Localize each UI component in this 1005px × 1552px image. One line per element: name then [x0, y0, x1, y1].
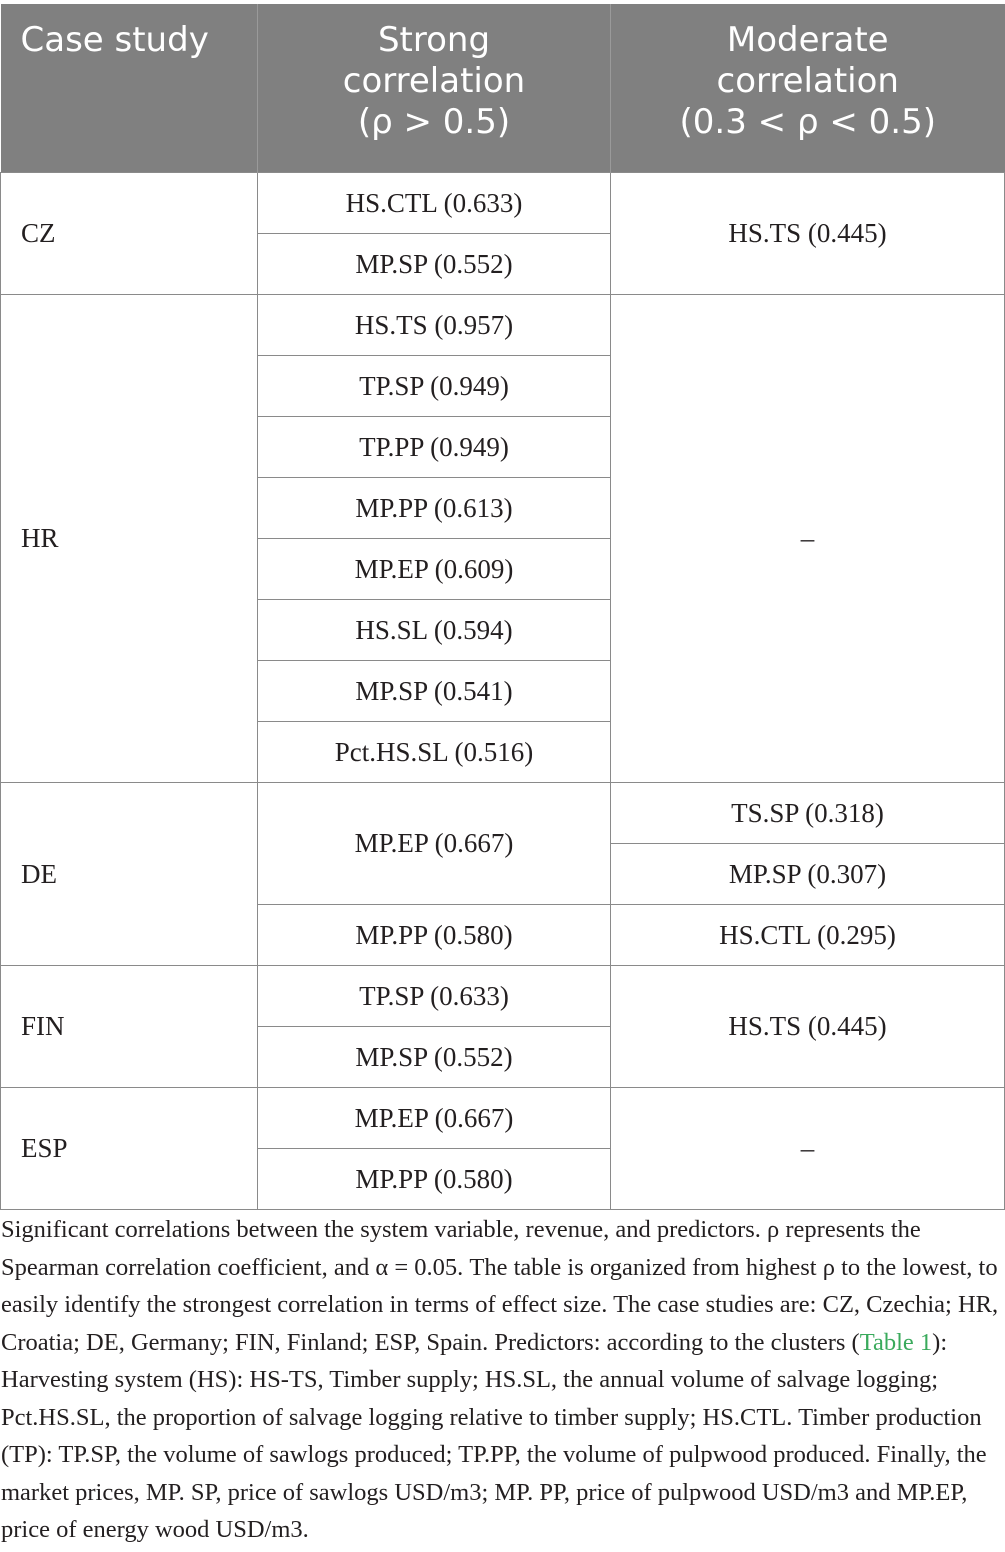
strong-cell: MP.SP (0.552) — [258, 234, 611, 295]
moderate-cell: MP.SP (0.307) — [611, 844, 1005, 905]
header-case-study: Case study — [1, 4, 258, 173]
header-strong-correlation: Strong correlation (ρ > 0.5) — [258, 4, 611, 173]
strong-cell: HS.SL (0.594) — [258, 600, 611, 661]
strong-cell: TP.SP (0.949) — [258, 356, 611, 417]
strong-cell: TP.PP (0.949) — [258, 417, 611, 478]
header-row — [1, 4, 1005, 173]
moderate-cell: HS.TS (0.445) — [611, 966, 1005, 1088]
table-row — [1, 966, 1005, 1027]
strong-cell: Pct.HS.SL (0.516) — [258, 722, 611, 783]
strong-cell: MP.EP (0.609) — [258, 539, 611, 600]
strong-cell: MP.EP (0.667) — [258, 783, 611, 905]
case-esp: ESP — [1, 1088, 258, 1210]
moderate-cell: TS.SP (0.318) — [611, 783, 1005, 844]
correlation-table — [0, 4, 1005, 1210]
caption-text-end: ): Harvesting system (HS): HS-TS, Timber supply; HS.SL, the annual volume of salvage logging; Pct.HS.SL, the proportion of salvage logging relative to timber supply; HS.CTL. Timber production (TP): TP.SP, the volume of sawlogs produced; TP.PP, the volume of pulpwood produced. Finally, the market prices, MP. SP, price of sawlogs USD/m3; MP. PP, price of pulpwood USD/m3 and MP.EP, price of energy wood USD/m3. — [1, 1328, 987, 1543]
table-row — [1, 1088, 1005, 1149]
strong-cell: MP.PP (0.580) — [258, 1149, 611, 1210]
strong-cell: HS.CTL (0.633) — [258, 173, 611, 234]
case-hr: HR — [1, 295, 258, 783]
case-de: DE — [1, 783, 258, 966]
strong-cell: MP.SP (0.541) — [258, 661, 611, 722]
table-caption — [1, 1211, 1004, 1549]
table-row — [1, 173, 1005, 234]
strong-cell: MP.PP (0.613) — [258, 478, 611, 539]
case-cz: CZ — [1, 173, 258, 295]
strong-cell: MP.PP (0.580) — [258, 905, 611, 966]
moderate-cell: HS.TS (0.445) — [611, 173, 1005, 295]
moderate-cell: HS.CTL (0.295) — [611, 905, 1005, 966]
strong-cell: MP.EP (0.667) — [258, 1088, 611, 1149]
moderate-cell: – — [611, 1088, 1005, 1210]
moderate-cell: – — [611, 295, 1005, 783]
strong-cell: HS.TS (0.957) — [258, 295, 611, 356]
header-moderate-correlation: Moderate correlation (0.3 < ρ < 0.5) — [611, 4, 1005, 173]
table-1-link[interactable]: Table 1 — [859, 1328, 933, 1356]
case-fin: FIN — [1, 966, 258, 1088]
table-row — [1, 295, 1005, 356]
table-row — [1, 783, 1005, 844]
strong-cell: MP.SP (0.552) — [258, 1027, 611, 1088]
strong-cell: TP.SP (0.633) — [258, 966, 611, 1027]
caption-text-start: Significant correlations between the system variable, revenue, and predictors. ρ represents the Spearman correlation coefficient, and α = 0.05. The table is organized from highest ρ to the lowest, to easily identify the strongest correlation in terms of effect size. The case studies are: CZ, Czechia; HR, Croatia; DE, Germany; FIN, Finland; ESP, Spain. Predictors: according to the clusters ( — [1, 1216, 999, 1356]
